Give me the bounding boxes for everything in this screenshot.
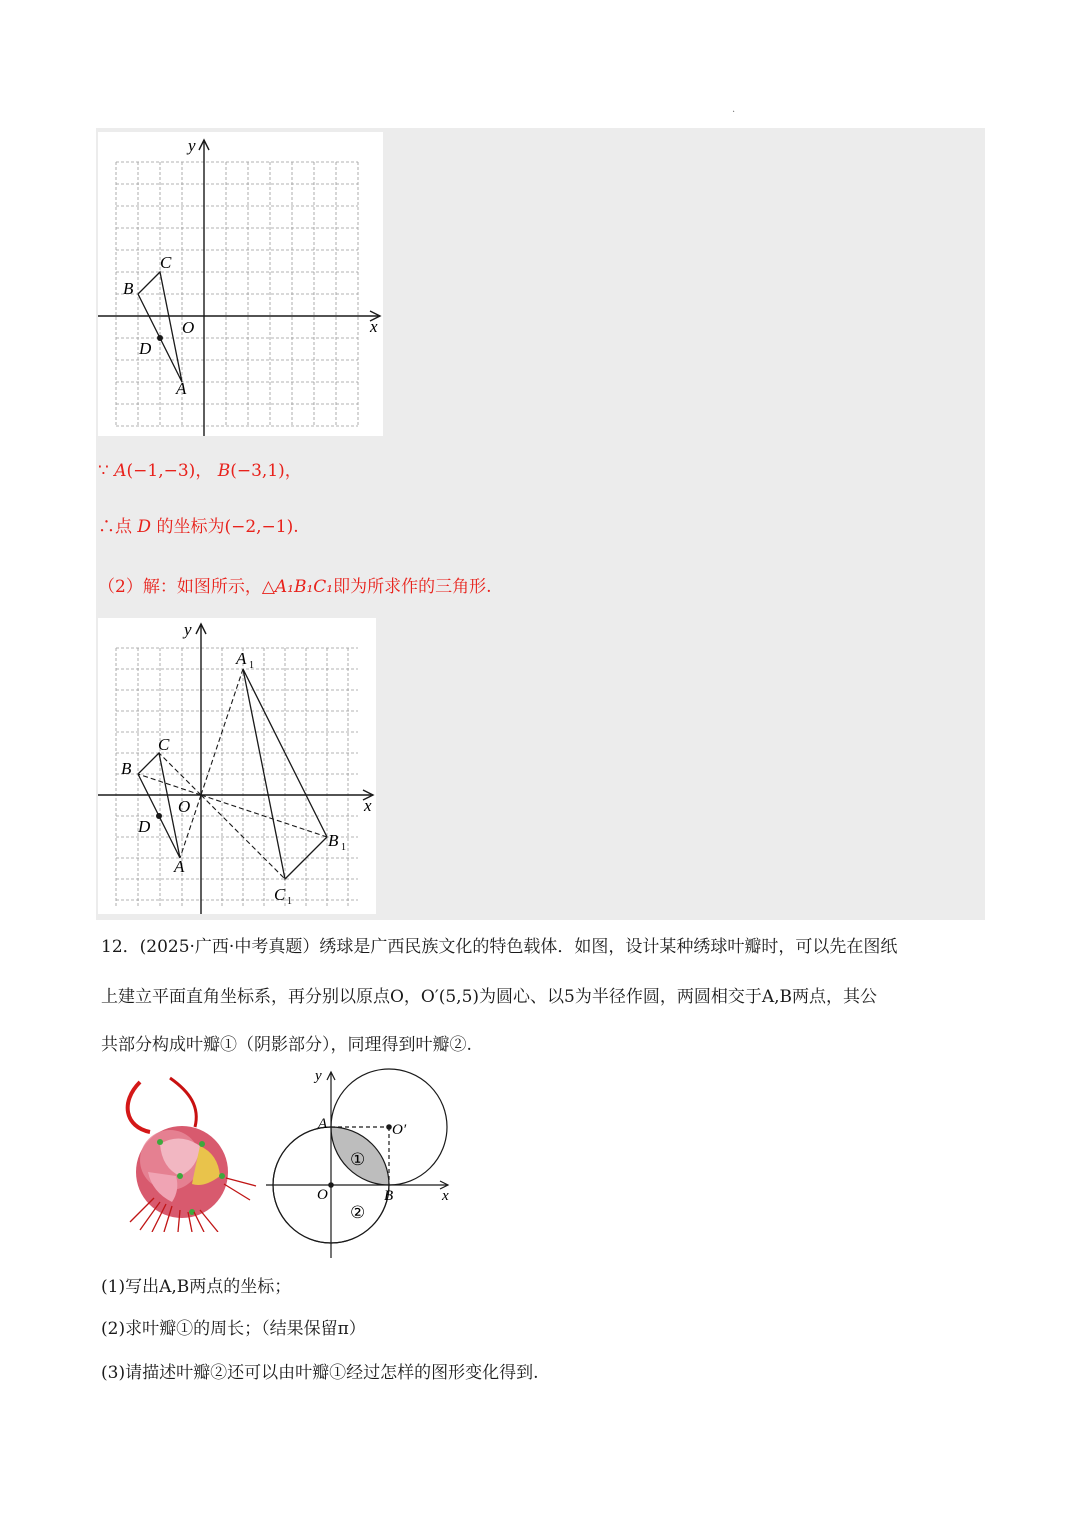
point-b-label: B bbox=[121, 759, 132, 778]
header-dot: . bbox=[732, 104, 736, 115]
question-1: (1)写出A,B两点的坐标； bbox=[101, 1277, 292, 1297]
point-c1-label: C bbox=[274, 885, 286, 904]
petal-1-label: ① bbox=[350, 1150, 366, 1169]
problem-12-line-2: 上建立平面直角坐标系，再分别以原点O，O′(5,5)为圆心、以5为半径作圆，两圆相交于A,B两点，其公 bbox=[101, 987, 878, 1007]
petal-2-label: ② bbox=[350, 1203, 366, 1222]
point-b-label: B bbox=[123, 279, 134, 298]
figure-2-coordinate-grid bbox=[98, 618, 376, 914]
point-d-label: D bbox=[138, 817, 151, 836]
point-a-label: A bbox=[174, 857, 185, 876]
point-c-label: C bbox=[158, 735, 170, 754]
point-b1-label: B bbox=[328, 831, 339, 850]
solution-line-1: ∵ A(−1,−3)， B(−3,1)， bbox=[98, 461, 302, 481]
question-2: (2)求叶瓣①的周长；（结果保留π） bbox=[101, 1319, 366, 1339]
axis-y-label: y bbox=[315, 1068, 322, 1084]
point-a1-subscript: 1 bbox=[249, 660, 254, 671]
axis-x-label: x bbox=[442, 1188, 449, 1204]
point-a-label: A bbox=[318, 1116, 328, 1132]
point-b-label: B bbox=[384, 1188, 394, 1204]
solution-line-3: （2）解：如图所示，△A₁B₁C₁即为所求作的三角形. bbox=[98, 577, 492, 597]
origin-label: O bbox=[182, 318, 195, 337]
embroidered-ball-photo bbox=[100, 1072, 260, 1232]
figure-1-svg bbox=[98, 132, 383, 436]
figure-2-svg bbox=[98, 618, 376, 914]
problem-12-line-1: 12．(2025·广西·中考真题）绣球是广西民族文化的特色载体．如图，设计某种绣球叶瓣时，可以先在图纸 bbox=[101, 937, 898, 957]
question-3: (3)请描述叶瓣②还可以由叶瓣①经过怎样的图形变化得到. bbox=[101, 1363, 539, 1383]
petal-diagram bbox=[262, 1066, 462, 1262]
figure-1-coordinate-grid bbox=[98, 132, 383, 436]
axis-y-label: y bbox=[188, 136, 196, 155]
origin-label: O bbox=[178, 797, 191, 816]
point-b1-subscript: 1 bbox=[341, 842, 346, 853]
problem-12-line-3: 共部分构成叶瓣①（阴影部分），同理得到叶瓣②. bbox=[101, 1035, 472, 1055]
origin-label: O bbox=[317, 1187, 328, 1203]
point-a1-label: A bbox=[236, 649, 247, 668]
petal-diagram-svg bbox=[262, 1066, 462, 1262]
solution-line-2: ∴点 D 的坐标为(−2,−1). bbox=[98, 517, 299, 537]
point-o-prime-label: O′ bbox=[392, 1122, 407, 1138]
axis-y-label: y bbox=[184, 620, 192, 639]
point-a-label: A bbox=[176, 379, 187, 398]
solution-panel bbox=[96, 128, 985, 920]
point-d-label: D bbox=[139, 339, 152, 358]
point-c-label: C bbox=[160, 253, 172, 272]
axis-x-label: x bbox=[370, 317, 378, 336]
point-c1-subscript: 1 bbox=[287, 896, 292, 907]
axis-x-label: x bbox=[364, 796, 372, 815]
